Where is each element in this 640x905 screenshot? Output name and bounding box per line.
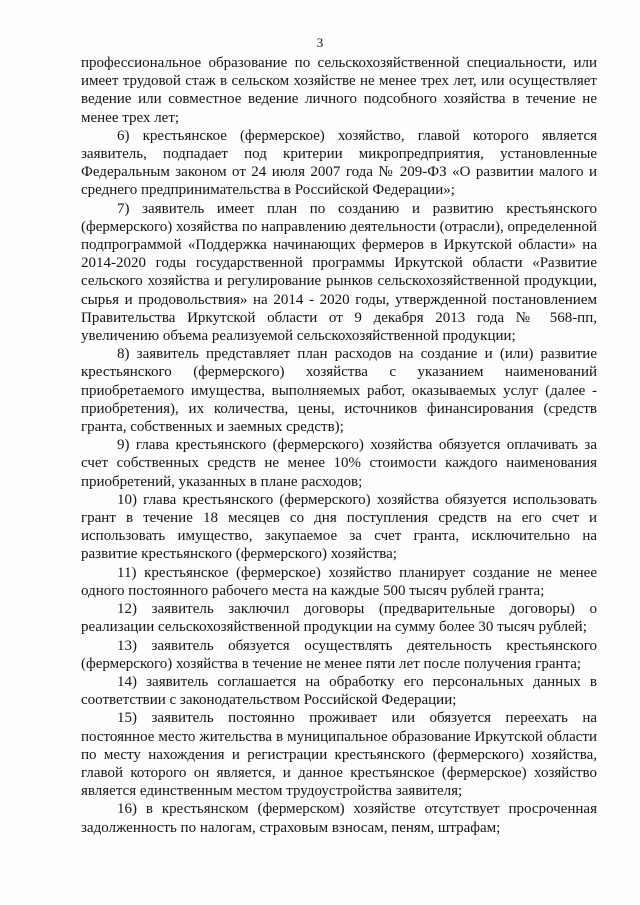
document-body bbox=[81, 54, 597, 837]
paragraph: 6) крестьянское (фермерское) хозяйство, главой которого является заявитель, подпадает под критерии микропредприятия, установленные Федеральным законом от 24 июля 2007 года № 209-ФЗ «О развитии малого и среднего предпринимательства в Российской Федерации»; bbox=[81, 127, 597, 199]
paragraph: 7) заявитель имеет план по созданию и развитию крестьянского (фермерского) хозяйства по направлению деятельности (отрасли), определенной подпрограммой «Поддержка начинающих фермеров в Иркутской области» на 2014-2020 годы государственной программы Иркутской области «Развитие сельского хозяйства и регулирование рынков сельскохозяйственной продукции, сырья и продовольствия» на 2014 - 2020 годы, утвержденной постановлением Правительства Иркутской области от 9 декабря 2013 года № 568-пп, увеличению объема реализуемой сельскохозяйственной продукции; bbox=[81, 200, 597, 345]
paragraph: 10) глава крестьянского (фермерского) хозяйства обязуется использовать грант в течение 18 месяцев со дня поступления средств на его счет и использовать имущество, закупаемое за счет гранта, исключительно на развитие крестьянского (фермерского) хозяйства; bbox=[81, 491, 597, 563]
paragraph: 13) заявитель обязуется осуществлять деятельность крестьянского (фермерского) хозяйства в течение не менее пяти лет после получения гранта; bbox=[81, 637, 597, 672]
paragraph: 11) крестьянское (фермерское) хозяйство планирует создание не менее одного постоянного рабочего места на каждые 500 тысяч рублей гранта; bbox=[81, 564, 597, 599]
paragraph: 8) заявитель представляет план расходов на создание и (или) развитие крестьянского (фермерского) хозяйства с указанием наименований приобретаемого имущества, выполняемых работ, оказываемых услуг (далее - приобретения), их количества, цены, источников финансирования (средств гранта, собственных и заемных средств); bbox=[81, 346, 597, 436]
paragraph: 12) заявитель заключил договоры (предварительные договоры) о реализации сельскохозяйственной продукции на сумму более 30 тысяч рублей; bbox=[81, 601, 597, 636]
paragraph: 9) глава крестьянского (фермерского) хозяйства обязуется оплачивать за счет собственных средств не менее 10% стоимости каждого наименования приобретений, указанных в плане расходов; bbox=[81, 437, 597, 490]
paragraph: 15) заявитель постоянно проживает или обязуется переехать на постоянное место жительства в муниципальное образование Иркутской области по месту нахождения и регистрации крестьянского (фермерского) хозяйства, главой которого он является, и данное крестьянское (фермерское) хозяйство является единственным местом трудоустройства заявителя; bbox=[81, 710, 597, 800]
paragraph: 16) в крестьянском (фермерском) хозяйстве отсутствует просроченная задолженность по налогам, страховым взносам, пеням, штрафам; bbox=[81, 801, 597, 836]
paragraph: профессиональное образование по сельскохозяйственной специальности, или имеет трудовой стаж в сельском хозяйстве не менее трех лет, или осуществляет ведение или совместное ведение личного подсобного хозяйства в течение не менее трех лет; bbox=[81, 55, 597, 126]
page-number: 3 bbox=[316, 35, 324, 50]
paragraph: 14) заявитель соглашается на обработку его персональных данных в соответствии с законодательством Российской Федерации; bbox=[81, 673, 597, 709]
